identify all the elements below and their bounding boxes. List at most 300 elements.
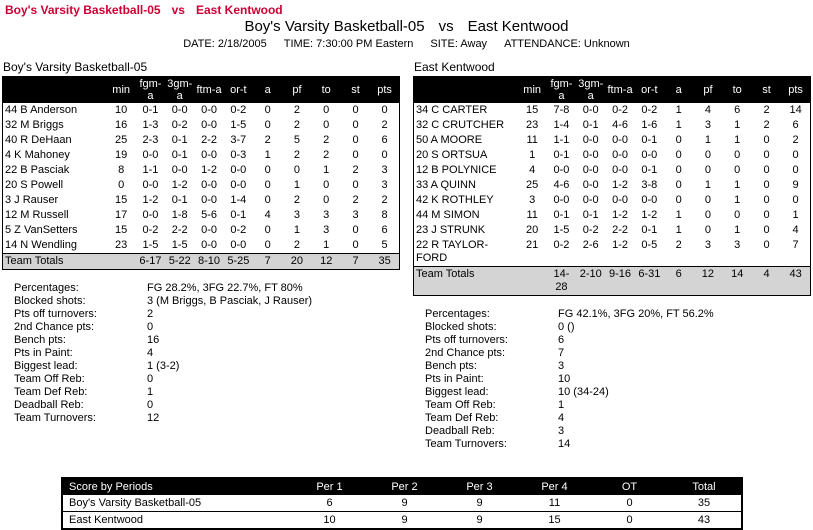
score-header-ot: OT <box>592 478 667 495</box>
cell-st: 0 <box>352 239 359 251</box>
team-stat-row <box>14 386 312 399</box>
red-title-away-team: East Kentwood <box>195 3 283 17</box>
cell-ft: 0-0 <box>201 224 217 236</box>
cell-st: 0 <box>352 224 359 236</box>
column-header-fgm-a: fgm-a <box>547 77 576 104</box>
cell-ft: 0-0 <box>201 179 217 191</box>
home-team-stats <box>14 282 312 425</box>
player-row <box>414 267 811 296</box>
main-title-vs: vs <box>438 18 454 35</box>
cell-tp: 1-2 <box>171 179 188 191</box>
column-header-st: st <box>752 77 781 104</box>
cell-ft: 0-0 <box>612 194 628 206</box>
cell-pf: 2 <box>293 149 300 161</box>
cell-fg: 0-0 <box>142 209 159 221</box>
cell-label: Team Turnovers: <box>14 412 96 424</box>
cell-a: 2 <box>675 239 682 251</box>
team-stat-row <box>425 308 714 321</box>
red-title-home-team: Boy's Varsity Basketball-05 <box>5 3 161 17</box>
cell-fg: 2-3 <box>142 134 159 146</box>
cell-pf: 4 <box>704 104 711 116</box>
cell-fg: 0-2 <box>142 224 159 236</box>
cell-ft: 0-0 <box>201 104 217 116</box>
period-score-row <box>62 495 742 512</box>
home-players-body <box>3 103 400 270</box>
cell-reb: 5-25 <box>224 254 253 270</box>
cell-reb: 6-31 <box>635 267 664 296</box>
cell-fg: 0-2 <box>553 239 570 251</box>
team-stat-row <box>14 373 312 386</box>
cell-pts: 2 <box>792 134 799 146</box>
game-info-line <box>0 38 813 50</box>
cell-reb: 0-1 <box>230 209 247 221</box>
cell-st: 0 <box>763 239 770 251</box>
cell-to: 3 <box>323 209 330 221</box>
cell-pf: 0 <box>704 194 711 206</box>
cell-a: 4 <box>264 209 271 221</box>
cell-tp: 0-1 <box>171 194 188 206</box>
cell-name: 20 S ORTSUA <box>416 149 488 161</box>
cell-tp: 0-2 <box>582 224 599 236</box>
cell-fg: 0-1 <box>142 104 159 116</box>
cell-label: Pts in Paint: <box>14 347 73 359</box>
column-header-min: min <box>518 77 547 104</box>
column-header-or-t: or-t <box>635 77 664 104</box>
cell-a: 0 <box>675 149 682 161</box>
cell-to: 0 <box>734 149 741 161</box>
cell-tp: 0-0 <box>582 179 599 191</box>
cell-a: 0 <box>264 164 271 176</box>
cell-label: Percentages: <box>14 282 79 294</box>
cell-value: 3 (M Briggs, B Pasciak, J Rauser) <box>147 295 313 307</box>
cell-min: 4 <box>529 164 536 176</box>
team-stat-row <box>425 373 714 386</box>
cell-value: 0 <box>147 399 154 411</box>
cell-ft: 8-10 <box>194 254 223 270</box>
team-stat-row <box>14 295 312 308</box>
cell-tp: 5-22 <box>165 254 194 270</box>
cell-pf: 3 <box>293 209 300 221</box>
cell-pts: 9 <box>792 179 799 191</box>
cell-pf: 0 <box>704 224 711 236</box>
cell-pf: 5 <box>293 134 300 146</box>
cell-label: Bench pts: <box>425 360 477 372</box>
cell-reb: 0-0 <box>230 164 247 176</box>
cell-min: 8 <box>118 164 125 176</box>
player-row <box>414 223 811 238</box>
team-stat-row <box>425 412 714 425</box>
cell-st: 0 <box>352 179 359 191</box>
column-header-3gm-a: 3gm-a <box>165 77 194 104</box>
cell-pf: 0 <box>704 164 711 176</box>
cell-min: 1 <box>529 149 536 161</box>
away-team-stats <box>425 308 714 451</box>
cell-reb: 0-2 <box>230 224 247 236</box>
cell-fg: 1-1 <box>553 134 570 146</box>
cell-min: 19 <box>115 149 128 161</box>
cell-pf: 1 <box>704 134 711 146</box>
cell-pf: 2 <box>293 194 300 206</box>
home-box-header <box>3 77 400 104</box>
cell-pts: 1 <box>792 209 799 221</box>
cell-value: 3 <box>558 425 565 437</box>
column-header-pts: pts <box>370 77 399 104</box>
cell-name: 3 J Rauser <box>5 194 59 206</box>
cell-st: 0 <box>352 119 359 131</box>
team-stat-row <box>425 321 714 334</box>
cell-st: 2 <box>763 119 770 131</box>
score-by-periods-body <box>62 495 742 529</box>
cell-ft: 9-16 <box>605 267 634 296</box>
cell-value: 1 <box>147 386 154 398</box>
cell-name: 40 R DeHaan <box>5 134 72 146</box>
cell-pts: 0 <box>381 149 388 161</box>
cell-min <box>107 254 136 270</box>
cell-total: 35 <box>697 497 711 509</box>
cell-name: 32 M Briggs <box>5 119 64 131</box>
cell-tp: 0-0 <box>171 164 188 176</box>
cell-pts: 3 <box>381 179 388 191</box>
cell-st: 0 <box>763 179 770 191</box>
cell-label: Biggest lead: <box>14 360 78 372</box>
team-stat-row <box>14 334 312 347</box>
cell-pts: 35 <box>370 254 399 270</box>
game-date: DATE: 2/18/2005 <box>183 38 267 50</box>
cell-fg: 14-28 <box>547 267 576 296</box>
cell-value: 10 (34-24) <box>558 386 609 398</box>
cell-st: 7 <box>341 254 370 270</box>
column-header-player <box>414 77 518 104</box>
score-by-periods-table <box>61 477 743 530</box>
cell-pts: 6 <box>381 134 388 146</box>
cell-min: 11 <box>526 134 538 146</box>
cell-value: 0 () <box>558 321 575 333</box>
cell-ft: 4-6 <box>612 119 628 131</box>
cell-min: 11 <box>526 209 538 221</box>
cell-p1: 6 <box>326 497 333 509</box>
cell-min: 15 <box>115 224 128 236</box>
cell-label: Pts off turnovers: <box>14 308 97 320</box>
cell-min: 21 <box>526 239 539 251</box>
cell-tp: 0-1 <box>582 209 599 221</box>
cell-to: 1 <box>734 119 741 131</box>
cell-pts: 3 <box>381 164 388 176</box>
cell-pf: 2 <box>293 119 300 131</box>
home-box-score-table <box>2 76 400 270</box>
cell-ot: 0 <box>626 497 633 509</box>
cell-value: 7 <box>558 347 565 359</box>
away-players-body <box>414 103 811 296</box>
player-row <box>3 133 400 148</box>
player-row <box>414 208 811 223</box>
cell-reb: 1-5 <box>230 119 247 131</box>
cell-a: 0 <box>675 179 682 191</box>
period-score-row <box>62 512 742 530</box>
cell-name: 44 M SIMON <box>416 209 480 221</box>
cell-fg: 0-0 <box>142 149 159 161</box>
cell-reb: 0-0 <box>641 194 658 206</box>
box-score-page <box>0 3 813 530</box>
cell-tp: 1-5 <box>171 239 188 251</box>
cell-name: 12 B POLYNICE <box>416 164 497 176</box>
cell-label: Team Turnovers: <box>425 438 507 450</box>
cell-ft: 0-0 <box>201 194 217 206</box>
cell-p3: 9 <box>476 497 483 509</box>
cell-tp: 0-1 <box>171 134 188 146</box>
cell-pf: 2 <box>293 104 300 116</box>
cell-value: 16 <box>147 334 160 346</box>
cell-a: 0 <box>264 119 271 131</box>
cell-fg: 0-1 <box>553 149 570 161</box>
cell-reb: 0-1 <box>641 164 658 176</box>
cell-fg: 1-3 <box>142 119 159 131</box>
cell-name: 22 B Pasciak <box>5 164 70 176</box>
cell-min: 23 <box>526 119 539 131</box>
cell-name: 14 N Wendling <box>5 239 77 251</box>
cell-value: 14 <box>558 438 571 450</box>
game-attendance: ATTENDANCE: Unknown <box>504 38 630 50</box>
cell-st: 2 <box>763 104 770 116</box>
cell-to: 1 <box>734 194 741 206</box>
score-header-per2: Per 2 <box>367 478 442 495</box>
cell-min: 3 <box>529 194 536 206</box>
cell-fg: 0-1 <box>553 209 570 221</box>
cell-fg: 1-5 <box>142 239 159 251</box>
cell-to: 1 <box>734 179 741 191</box>
cell-value: 0 <box>147 373 154 385</box>
team-stat-row <box>14 321 312 334</box>
cell-name: 12 M Russell <box>5 209 69 221</box>
cell-a: 0 <box>264 239 271 251</box>
cell-pts: 5 <box>381 239 388 251</box>
cell-to: 0 <box>734 209 741 221</box>
cell-st: 0 <box>763 194 770 206</box>
away-box-score-table <box>413 76 811 296</box>
page-title <box>0 18 813 35</box>
cell-pf: 3 <box>704 119 711 131</box>
cell-min <box>518 267 547 296</box>
column-header-min: min <box>107 77 136 104</box>
column-header-to: to <box>723 77 752 104</box>
cell-reb: 3-7 <box>230 134 247 146</box>
score-header-per4: Per 4 <box>517 478 592 495</box>
cell-label: Deadball Reb: <box>425 425 495 437</box>
cell-value: 0 <box>147 321 154 333</box>
cell-to: 0 <box>323 104 330 116</box>
cell-label: Blocked shots: <box>14 295 86 307</box>
cell-tp: 2-10 <box>576 267 605 296</box>
cell-name: 22 R TAYLOR-FORD <box>416 239 489 264</box>
cell-a: 1 <box>675 119 682 131</box>
cell-value: 10 <box>558 373 571 385</box>
cell-tp: 0-0 <box>582 164 599 176</box>
player-row <box>3 193 400 208</box>
column-header-ftm-a: ftm-a <box>194 77 223 104</box>
cell-reb: 1-2 <box>641 209 658 221</box>
away-team-section <box>413 60 811 451</box>
cell-a: 0 <box>264 194 271 206</box>
cell-to: 0 <box>323 119 330 131</box>
cell-label: Pts off turnovers: <box>425 334 508 346</box>
team-boxes <box>0 60 813 451</box>
column-header-a: a <box>253 77 282 104</box>
cell-a: 7 <box>253 254 282 270</box>
cell-ft: 0-0 <box>612 134 628 146</box>
column-header-3gm-a: 3gm-a <box>576 77 605 104</box>
cell-a: 1 <box>675 209 682 221</box>
cell-value: FG 28.2%, 3FG 22.7%, FT 80% <box>147 282 303 294</box>
cell-pf: 3 <box>704 239 711 251</box>
cell-to: 2 <box>323 134 330 146</box>
cell-name: Team Totals <box>3 254 107 270</box>
cell-pf: 0 <box>293 164 300 176</box>
cell-to: 3 <box>734 239 741 251</box>
cell-a: 1 <box>264 149 271 161</box>
cell-value: 4 <box>147 347 154 359</box>
red-title-vs: vs <box>171 3 185 17</box>
game-time: TIME: 7:30:00 PM Eastern <box>283 38 414 50</box>
cell-label: Blocked shots: <box>425 321 497 333</box>
cell-ft: 0-0 <box>612 164 628 176</box>
score-header-row <box>62 478 742 495</box>
cell-label: Team Off Reb: <box>425 399 496 411</box>
column-header-pf: pf <box>282 77 311 104</box>
cell-fg: 4-6 <box>553 179 570 191</box>
cell-reb: 0-1 <box>641 224 658 236</box>
home-stats-body <box>14 282 312 425</box>
cell-name: 23 J STRUNK <box>416 224 486 236</box>
score-header-per1: Per 1 <box>292 478 367 495</box>
cell-pts: 2 <box>381 119 388 131</box>
cell-to: 1 <box>734 224 741 236</box>
away-team-name: East Kentwood <box>414 60 495 74</box>
player-row <box>3 148 400 163</box>
cell-st: 0 <box>352 149 359 161</box>
player-row <box>414 193 811 208</box>
cell-a: 0 <box>264 104 271 116</box>
cell-name: East Kentwood <box>62 512 292 530</box>
cell-to: 3 <box>323 224 330 236</box>
cell-fg: 0-0 <box>142 179 159 191</box>
team-stat-row <box>14 412 312 425</box>
cell-st: 0 <box>763 164 770 176</box>
cell-pf: 20 <box>282 254 311 270</box>
cell-label: Biggest lead: <box>425 386 489 398</box>
cell-fg: 7-8 <box>553 104 570 116</box>
cell-min: 0 <box>118 179 125 191</box>
cell-label: Percentages: <box>425 308 490 320</box>
cell-st: 0 <box>763 209 770 221</box>
team-stat-row <box>425 360 714 373</box>
cell-name: 20 S Powell <box>5 179 64 191</box>
matchup-title-red <box>5 3 813 17</box>
cell-to: 14 <box>723 267 752 296</box>
cell-tp: 0-1 <box>171 149 188 161</box>
cell-pts: 0 <box>792 194 799 206</box>
cell-ft: 0-0 <box>201 149 217 161</box>
player-row <box>414 118 811 133</box>
cell-tp: 0-1 <box>582 119 599 131</box>
column-header-to: to <box>312 77 341 104</box>
cell-label: Bench pts: <box>14 334 66 346</box>
cell-pf: 0 <box>704 209 711 221</box>
cell-st: 3 <box>352 209 359 221</box>
cell-total: 43 <box>667 512 742 530</box>
team-stat-row <box>425 334 714 347</box>
cell-label: 2nd Chance pts: <box>425 347 506 359</box>
player-row <box>3 178 400 193</box>
cell-ft: 0-0 <box>201 119 217 131</box>
cell-p3: 9 <box>442 512 517 530</box>
player-row <box>414 163 811 178</box>
player-row <box>414 103 811 118</box>
column-header-or-t: or-t <box>224 77 253 104</box>
cell-pts: 6 <box>381 224 388 236</box>
cell-value: FG 42.1%, 3FG 20%, FT 56.2% <box>558 308 714 320</box>
cell-value: 3 <box>558 360 565 372</box>
cell-fg: 1-2 <box>142 194 159 206</box>
cell-ft: 0-0 <box>612 149 628 161</box>
cell-name: 34 C CARTER <box>416 104 488 116</box>
column-header-row <box>414 77 811 104</box>
game-site: SITE: Away <box>430 38 488 50</box>
cell-label: Deadball Reb: <box>14 399 84 411</box>
cell-reb: 0-5 <box>641 239 658 251</box>
cell-a: 1 <box>675 104 682 116</box>
away-box-header <box>414 77 811 104</box>
cell-pf: 1 <box>293 224 300 236</box>
cell-reb: 0-3 <box>230 149 247 161</box>
cell-a: 0 <box>675 194 682 206</box>
column-header-a: a <box>664 77 693 104</box>
score-header-total: Total <box>667 478 742 495</box>
cell-reb: 1-6 <box>641 119 658 131</box>
cell-fg: 1-4 <box>553 119 570 131</box>
away-stats-body <box>425 308 714 451</box>
cell-label: 2nd Chance pts: <box>14 321 95 333</box>
player-row <box>3 163 400 178</box>
cell-reb: 0-2 <box>230 104 247 116</box>
cell-ft: 5-6 <box>201 209 217 221</box>
cell-to: 2 <box>323 149 330 161</box>
cell-name: Team Totals <box>414 267 518 296</box>
cell-min: 10 <box>115 104 128 116</box>
cell-p2: 9 <box>367 512 442 530</box>
column-header-pf: pf <box>693 77 722 104</box>
cell-p4: 15 <box>517 512 592 530</box>
cell-tp: 0-0 <box>171 104 188 116</box>
player-row <box>3 103 400 118</box>
cell-tp: 0-0 <box>582 104 599 116</box>
team-stat-row <box>14 308 312 321</box>
cell-pf: 1 <box>704 179 711 191</box>
cell-pts: 0 <box>792 149 799 161</box>
player-row <box>414 178 811 193</box>
cell-min: 15 <box>115 194 128 206</box>
score-header-per3: Per 3 <box>442 478 517 495</box>
home-team-section <box>2 60 400 451</box>
cell-fg: 1-5 <box>553 224 570 236</box>
column-header-ftm-a: ftm-a <box>605 77 634 104</box>
cell-value: 12 <box>147 412 160 424</box>
column-header-fgm-a: fgm-a <box>136 77 165 104</box>
cell-st: 4 <box>752 267 781 296</box>
cell-value: 4 <box>558 412 565 424</box>
cell-tp: 0-2 <box>171 119 188 131</box>
cell-ft: 1-2 <box>612 239 628 251</box>
cell-min: 25 <box>115 134 128 146</box>
cell-ft: 0-2 <box>612 104 628 116</box>
